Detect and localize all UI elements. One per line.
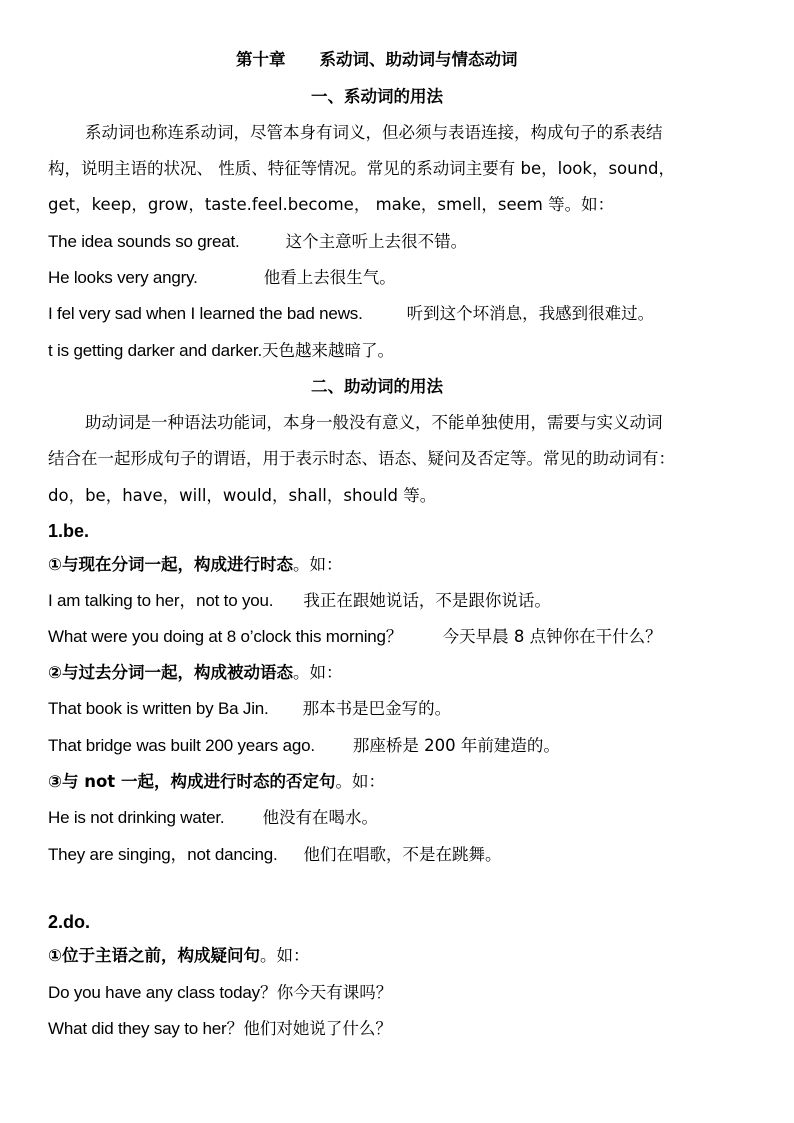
example-chinese: 他们对她说了什么？ [243, 1019, 392, 1038]
example-english: The idea sounds so great. [48, 232, 240, 251]
example-sentence [48, 735, 560, 757]
example-chinese: 听到这个坏消息，我感到很难过。 [406, 304, 655, 323]
example-english: What were you doing at 8 o’clock this morning？ [48, 627, 403, 646]
example-chinese: 这个主意听上去很不错。 [285, 232, 468, 251]
section-heading: 一、系动词的用法 [311, 87, 443, 106]
chapter-label: 第十章 [236, 50, 286, 69]
example-chinese: 他没有在喝水。 [262, 808, 378, 827]
example-sentence [48, 807, 378, 829]
example-chinese: 我正在跟她说话，不是跟你说话。 [303, 591, 551, 610]
rule-line [48, 554, 342, 576]
subsection-heading: 2.do. [48, 912, 91, 932]
example-english: I am talking to her，not to you. [48, 591, 274, 610]
example-sentence [48, 982, 392, 1004]
rule-line [48, 662, 342, 684]
rule-tail: 。如： [335, 772, 385, 791]
example-sentence [48, 231, 467, 253]
example-sentence [48, 303, 654, 325]
example-english: That book is written by Ba Jin. [48, 699, 269, 718]
example-english: Do you have any class today？ [48, 983, 277, 1002]
example-english: What did they say to her？ [48, 1019, 244, 1038]
paragraph-line: 助动词是一种语法功能词，本身一般没有意义，不能单独使用，需要与实义动词 [85, 413, 663, 432]
chapter-title [236, 49, 518, 71]
example-chinese: 他看上去很生气。 [263, 268, 396, 287]
rule-text: 与 not 一起，构成进行时态的否定句 [61, 772, 336, 791]
paragraph-line: do，be，have，will，would，shall，should 等。 [48, 486, 437, 505]
example-sentence [48, 844, 502, 866]
example-english: I fel very sad when I learned the bad news. [48, 304, 363, 323]
example-english: That bridge was built 200 years ago. [48, 736, 315, 755]
chapter-name: 系动词、助动词与情态动词 [319, 50, 518, 69]
rule-tail: 。如： [259, 946, 310, 965]
example-english: They are singing，not dancing. [48, 845, 278, 864]
example-chinese: 今天早晨 8 点钟你在干什么？ [442, 627, 662, 646]
section-heading: 二、助动词的用法 [311, 377, 443, 396]
example-chinese: 那座桥是 200 年前建造的。 [352, 736, 560, 755]
example-sentence [48, 626, 662, 648]
rule-line [48, 771, 385, 793]
example-english: He looks very angry. [48, 268, 198, 287]
rule-marker: ② [48, 663, 62, 682]
example-chinese: 你今天有课吗？ [276, 983, 393, 1002]
paragraph-line: 构，说明主语的状况、 性质、特征等情况。常见的系动词主要有 be，look，sound， [48, 159, 676, 178]
example-english: He is not drinking water. [48, 808, 225, 827]
paragraph-line: get，keep，grow，taste.feel.become， make，smell，seem 等。如： [48, 195, 615, 214]
example-sentence [48, 590, 551, 612]
example-chinese: 他们在唱歌，不是在跳舞。 [303, 845, 502, 864]
rule-marker: ③ [48, 772, 62, 791]
example-english: t is getting darker and darker. [48, 341, 262, 360]
example-chinese: 天色越来越暗了。 [261, 341, 394, 360]
rule-line [48, 945, 309, 967]
rule-text: 与过去分词一起，构成被动语态 [61, 663, 293, 682]
rule-text: 位于主语之前，构成疑问句 [61, 946, 260, 965]
rule-tail: 。如： [292, 555, 343, 574]
example-sentence [48, 1018, 392, 1040]
rule-tail: 。如： [292, 663, 343, 682]
subsection-heading: 1.be. [48, 521, 90, 541]
example-sentence [48, 267, 396, 289]
example-chinese: 那本书是巴金写的。 [302, 699, 452, 718]
paragraph-line: 系动词也称连系动词，尽管本身有词义，但必须与表语连接，构成句子的系表结 [85, 123, 663, 142]
rule-marker: ① [48, 946, 62, 965]
rule-text: 与现在分词一起，构成进行时态 [61, 555, 293, 574]
paragraph-line: 结合在一起形成句子的谓语，用于表示时态、语态、疑问及否定等。常见的助动词有： [48, 449, 675, 468]
example-sentence [48, 340, 394, 362]
rule-marker: ① [48, 555, 62, 574]
example-sentence [48, 698, 451, 720]
